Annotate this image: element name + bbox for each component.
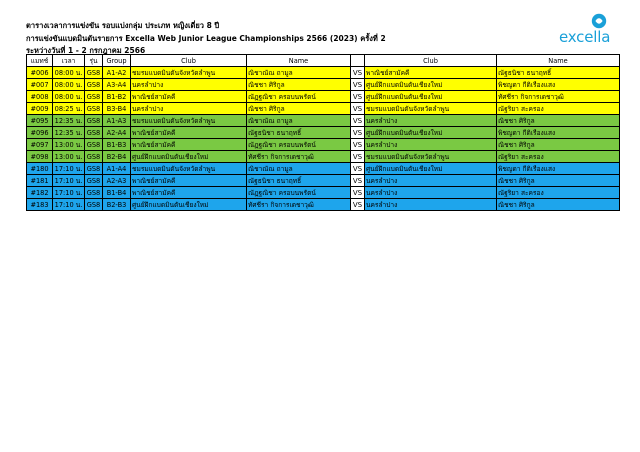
- match-group: B1-B2: [103, 91, 131, 103]
- match-number: #183: [27, 199, 53, 211]
- player-2: พิชญดา กีติเรืองแสง: [497, 79, 620, 91]
- club-1: นครลำปาง: [131, 103, 247, 115]
- match-group: A2-A4: [103, 127, 131, 139]
- club-1: นครลำปาง: [131, 79, 247, 91]
- match-class: GS8: [85, 163, 103, 175]
- match-number: #008: [27, 91, 53, 103]
- match-group: B2-B4: [103, 151, 131, 163]
- player-1: ทัศชีรา กิจการเดชาวุฒิ: [247, 199, 351, 211]
- excella-logo: [556, 10, 626, 50]
- vs-label: VS: [351, 199, 365, 211]
- match-class: GS8: [85, 199, 103, 211]
- match-number: #097: [27, 139, 53, 151]
- player-1: ณิชาณัณ ถามูล: [247, 67, 351, 79]
- match-group: A2-A3: [103, 175, 131, 187]
- player-2: ณิชชา ศิริกูล: [497, 175, 620, 187]
- match-time: 08:25 น.: [53, 103, 85, 115]
- vs-label: VS: [351, 115, 365, 127]
- match-class: GS8: [85, 151, 103, 163]
- player-2: ณัฐริยา สะครอง: [497, 151, 620, 163]
- club-2: ชมรมแบดมินตันจังหวัดลำพูน: [365, 103, 497, 115]
- match-time: 08:00 น.: [53, 91, 85, 103]
- match-number: #095: [27, 115, 53, 127]
- match-class: GS8: [85, 79, 103, 91]
- match-number: #181: [27, 175, 53, 187]
- match-time: 17:10 น.: [53, 187, 85, 199]
- match-class: GS8: [85, 175, 103, 187]
- vs-label: VS: [351, 151, 365, 163]
- match-time: 12:35 น.: [53, 115, 85, 127]
- header-match: แมทช์: [27, 55, 53, 67]
- header-event: การแข่งขันแบดมินตันรายการ Excella Web Junior League Championships 2566 (2023) ครั้งที่ 2: [26, 33, 386, 43]
- vs-label: VS: [351, 103, 365, 115]
- vs-label: VS: [351, 79, 365, 91]
- match-number: #006: [27, 67, 53, 79]
- player-2: พิชญดา กีติเรืองแสง: [497, 127, 620, 139]
- match-time: 17:10 น.: [53, 199, 85, 211]
- player-2: ณิชชา ศิริกูล: [497, 199, 620, 211]
- match-group: A1-A3: [103, 115, 131, 127]
- vs-label: VS: [351, 187, 365, 199]
- vs-label: VS: [351, 67, 365, 79]
- player-1: ณัฏฐณิชา ครอบนพรัตน์: [247, 139, 351, 151]
- player-1: ณิชาณัณ ถามูล: [247, 115, 351, 127]
- match-number: #098: [27, 151, 53, 163]
- player-2: ณิชชา ศิริกูล: [497, 115, 620, 127]
- player-1: ณัฐธนิชา ธนาฤทธิ์: [247, 127, 351, 139]
- header-name-1: Name: [247, 55, 351, 67]
- match-group: A1-A4: [103, 163, 131, 175]
- vs-label: VS: [351, 163, 365, 175]
- header-group: Group: [103, 55, 131, 67]
- match-group: A1-A2: [103, 67, 131, 79]
- match-number: #182: [27, 187, 53, 199]
- header-class: รุ่น: [85, 55, 103, 67]
- header-club-2: Club: [365, 55, 497, 67]
- club-2: พาณิชย์สามัคคี: [365, 67, 497, 79]
- club-1: พาณิชย์สามัคคี: [131, 91, 247, 103]
- document-header: [26, 20, 386, 58]
- match-time: 13:00 น.: [53, 139, 85, 151]
- match-class: GS8: [85, 127, 103, 139]
- club-2: ชมรมแบดมินตันจังหวัดลำพูน: [365, 151, 497, 163]
- vs-label: VS: [351, 139, 365, 151]
- match-number: #009: [27, 103, 53, 115]
- match-number: #096: [27, 127, 53, 139]
- club-1: ชมรมแบดมินตันจังหวัดลำพูน: [131, 67, 247, 79]
- match-time: 12:35 น.: [53, 127, 85, 139]
- club-1: ศูนย์ฝึกแบดมินตันเชียงใหม่: [131, 151, 247, 163]
- match-class: GS8: [85, 187, 103, 199]
- player-1: ณิชาณัณ ถามูล: [247, 163, 351, 175]
- club-2: ศูนย์ฝึกแบดมินตันเชียงใหม่: [365, 163, 497, 175]
- match-time: 17:10 น.: [53, 163, 85, 175]
- match-time: 17:10 น.: [53, 175, 85, 187]
- club-2: นครลำปาง: [365, 139, 497, 151]
- match-class: GS8: [85, 103, 103, 115]
- player-1: ณัฏฐณิชา ครอบนพรัตน์: [247, 91, 351, 103]
- match-number: #007: [27, 79, 53, 91]
- match-class: GS8: [85, 67, 103, 79]
- schedule-table: [26, 54, 620, 211]
- table-header-row: [27, 55, 620, 67]
- match-group: B1-B4: [103, 187, 131, 199]
- club-1: ศูนย์ฝึกแบดมินตันเชียงใหม่: [131, 199, 247, 211]
- player-1: ณิชชา ศิริกูล: [247, 79, 351, 91]
- match-number: #180: [27, 163, 53, 175]
- header-dates: ระหว่างวันที่ 1 - 2 กรกฎาคม 2566: [26, 46, 146, 55]
- match-time: 13:00 น.: [53, 151, 85, 163]
- player-1: ณัฐธนิชา ธนาฤทธิ์: [247, 175, 351, 187]
- match-group: B3-B4: [103, 103, 131, 115]
- club-1: พาณิชย์สามัคคี: [131, 127, 247, 139]
- logo-wordmark: excella: [559, 28, 611, 46]
- match-group: A3-A4: [103, 79, 131, 91]
- player-2: พิชญดา กีติเรืองแสง: [497, 163, 620, 175]
- match-group: B1-B3: [103, 139, 131, 151]
- club-2: นครลำปาง: [365, 115, 497, 127]
- header-name-2: Name: [497, 55, 620, 67]
- club-2: ศูนย์ฝึกแบดมินตันเชียงใหม่: [365, 79, 497, 91]
- club-1: พาณิชย์สามัคคี: [131, 187, 247, 199]
- player-2: ณัฐธนิชา ธนาฤทธิ์: [497, 67, 620, 79]
- vs-label: VS: [351, 127, 365, 139]
- player-2: ทัศชีรา กิจการเดชาวุฒิ: [497, 91, 620, 103]
- club-2: ศูนย์ฝึกแบดมินตันเชียงใหม่: [365, 127, 497, 139]
- header-title: ตารางเวลาการแข่งขัน รอบแบ่งกลุ่ม ประเภท หญิงเดี่ยว 8 ปี: [26, 21, 220, 30]
- match-class: GS8: [85, 115, 103, 127]
- player-2: ณิชชา ศิริกูล: [497, 139, 620, 151]
- match-class: GS8: [85, 91, 103, 103]
- vs-label: VS: [351, 91, 365, 103]
- club-2: นครลำปาง: [365, 175, 497, 187]
- match-group: B2-B3: [103, 199, 131, 211]
- header-time: เวลา: [53, 55, 85, 67]
- player-1: ณิชชา ศิริกูล: [247, 103, 351, 115]
- match-time: 08:00 น.: [53, 79, 85, 91]
- club-1: ชมรมแบดมินตันจังหวัดลำพูน: [131, 163, 247, 175]
- player-1: ณัฏฐณิชา ครอบนพรัตน์: [247, 187, 351, 199]
- club-1: พาณิชย์สามัคคี: [131, 139, 247, 151]
- player-2: ณัฐริยา สะครอง: [497, 187, 620, 199]
- club-1: ชมรมแบดมินตันจังหวัดลำพูน: [131, 115, 247, 127]
- club-2: ศูนย์ฝึกแบดมินตันเชียงใหม่: [365, 91, 497, 103]
- match-class: GS8: [85, 139, 103, 151]
- header-club-1: Club: [131, 55, 247, 67]
- player-1: ทัศชีรา กิจการเดชาวุฒิ: [247, 151, 351, 163]
- schedule-body: [27, 67, 620, 211]
- player-2: ณัฐริยา สะครอง: [497, 103, 620, 115]
- club-1: พาณิชย์สามัคคี: [131, 175, 247, 187]
- club-2: นครลำปาง: [365, 199, 497, 211]
- vs-label: VS: [351, 175, 365, 187]
- match-time: 08:00 น.: [53, 67, 85, 79]
- header-vs-spacer: [351, 55, 365, 67]
- club-2: นครลำปาง: [365, 187, 497, 199]
